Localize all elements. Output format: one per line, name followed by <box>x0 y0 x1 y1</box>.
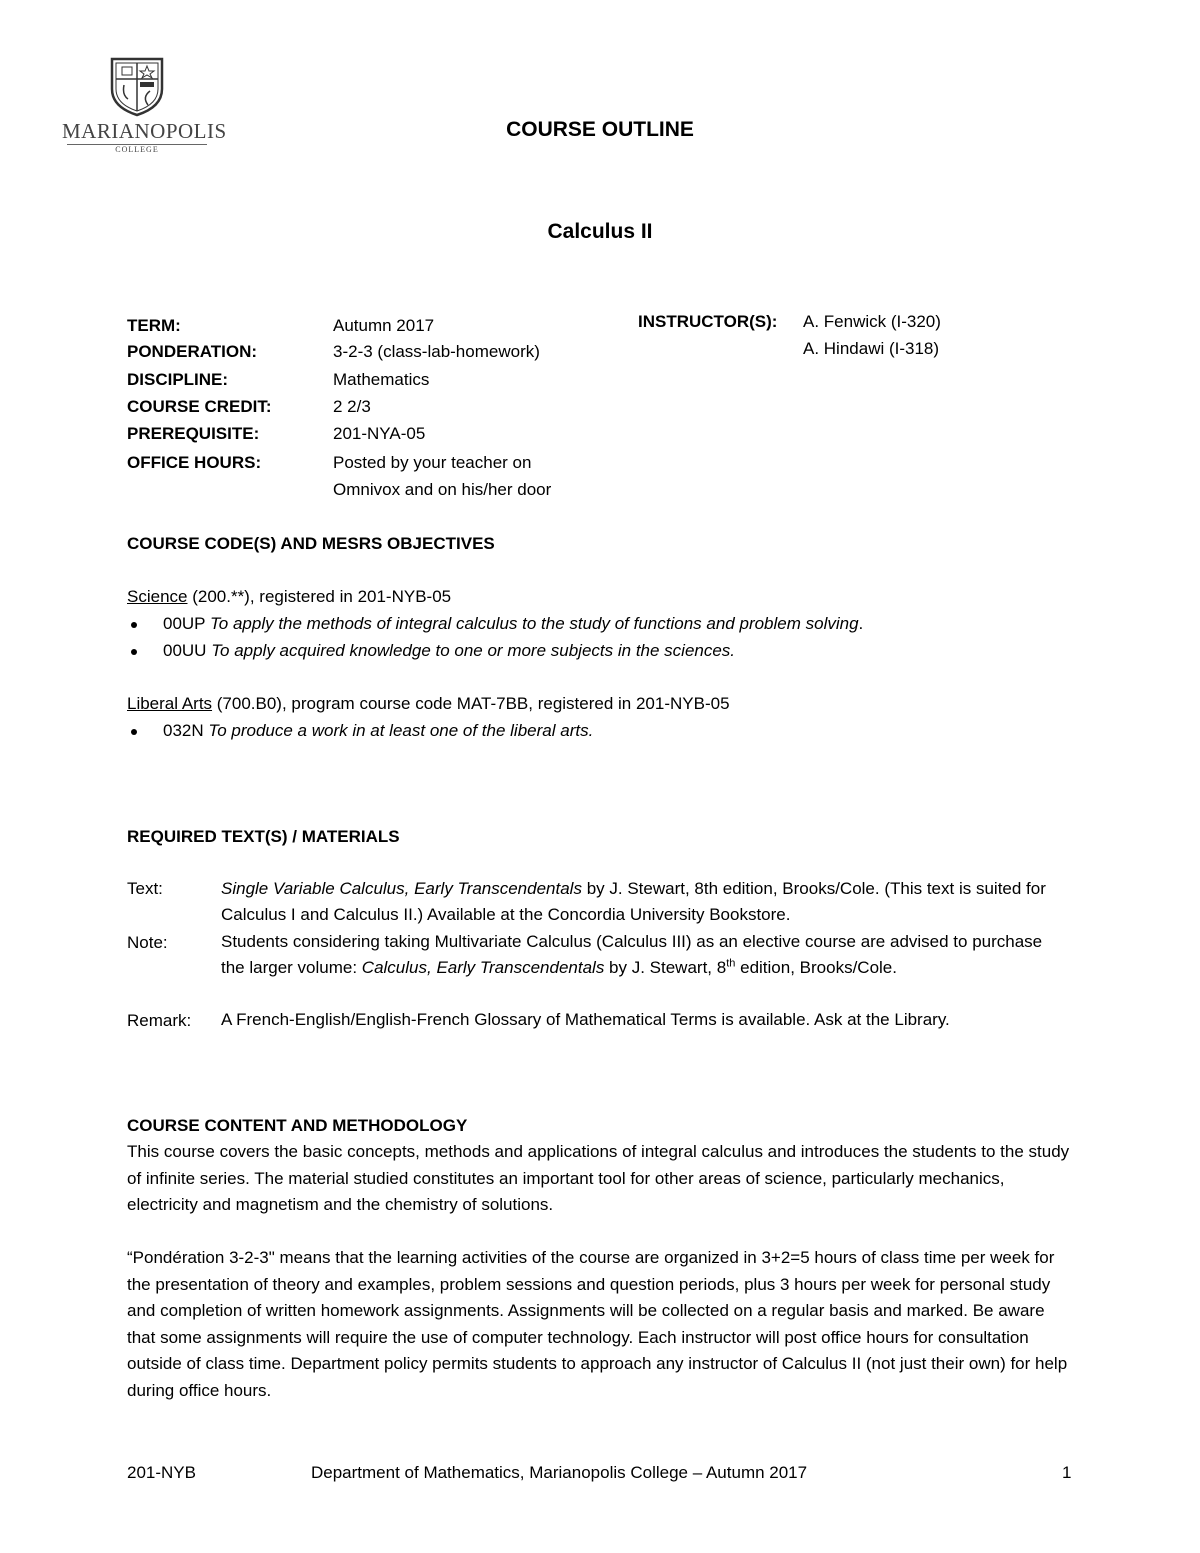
objective-code: 00UP <box>163 614 210 633</box>
textbook-title: Single Variable Calculus, Early Transcendentals <box>221 879 582 898</box>
text-label: Text: <box>127 879 163 898</box>
materials-heading: REQUIRED TEXT(S) / MATERIALS <box>127 827 400 846</box>
science-program-line <box>127 587 451 607</box>
science-program-name: Science <box>127 587 188 606</box>
note-text-b: by J. Stewart, 8 <box>604 958 727 977</box>
ponderation-label: PONDERATION: <box>127 342 258 361</box>
ponderation-paragraph: “Pondération 3-2-3" means that the learning activities of the course are organized in 3+2=5 hours of class time per week for the presentation of theory and examples, problem sessions and question periods, plus 3 hours per week for personal study and completion of written homework assignments. Assignments will be collected on a regular basis and marked. Be aware that some assignments will require the use of computer technology. Each instructor will post office hours for consultation outside of class time. Department policy permits students to approach any instructor of Calculus II (not just their own) for help during office hours. <box>127 1248 1068 1400</box>
liberal-program-detail: (700.B0), program course code MAT-7BB, registered in 201-NYB-05 <box>212 694 730 713</box>
office-hours-value-line2: Omnivox and on his/her door <box>333 480 552 499</box>
note-label: Note: <box>127 933 168 952</box>
footer-department: Department of Mathematics, Marianopolis College – Autumn 2017 <box>311 1463 808 1482</box>
objective-text: To apply acquired knowledge to one or more subjects in the sciences. <box>211 641 736 660</box>
term-value: Autumn 2017 <box>333 316 435 335</box>
note-text-a: Students considering taking Multivariate Calculus (Calculus III) as an elective course are advised to purchase the larger volume: <box>221 932 1043 977</box>
content-paragraph: This course covers the basic concepts, methods and applications of integral calculus and introduces the students to the study of infinite series. The material studied constitutes an important tool for other areas of science, particularly mechanics, electricity and magnetism and the chemistry of solutions. <box>127 1142 1070 1214</box>
liberal-program-line <box>127 694 730 714</box>
prerequisite-label: PREREQUISITE: <box>127 424 260 443</box>
liberal-program-name: Liberal Arts <box>127 694 213 713</box>
instructor-name: A. Fenwick (I-320) <box>803 312 941 331</box>
bullet-icon <box>127 721 163 741</box>
course-title: Calculus II <box>547 220 653 243</box>
office-hours-label: OFFICE HOURS: <box>127 453 262 472</box>
content-heading: COURSE CONTENT AND METHODOLOGY <box>127 1116 468 1135</box>
note-superscript: th <box>726 957 736 970</box>
page-title: COURSE OUTLINE <box>506 118 694 141</box>
term-label: TERM: <box>127 316 181 335</box>
remark-label: Remark: <box>127 1011 192 1030</box>
objective-code: 00UU <box>163 641 212 660</box>
bullet-icon <box>127 641 163 661</box>
footer-course-code: 201-NYB <box>127 1463 196 1482</box>
list-item <box>127 721 593 741</box>
logo-wordmark: MARIANOPOLIS <box>62 119 227 143</box>
textbook-detail: by J. Stewart, 8th edition, Brooks/Cole. (This text is suited for Calculus I and Calculus II.) Available at the Concordia University Bookstore. <box>221 879 1046 924</box>
course-credit-value: 2 2/3 <box>333 397 371 416</box>
remark-text: A French-English/English-French Glossary of Mathematical Terms is available. Ask at the Library. <box>221 1010 950 1029</box>
discipline-label: DISCIPLINE: <box>127 370 229 389</box>
crest-icon <box>62 55 212 117</box>
list-item <box>127 614 863 634</box>
page-number: 1 <box>1062 1463 1072 1482</box>
discipline-value: Mathematics <box>333 370 430 389</box>
objective-text: To produce a work in at least one of the liberal arts. <box>208 721 594 740</box>
course-credit-label: COURSE CREDIT: <box>127 397 272 416</box>
prerequisite-value: 201-NYA-05 <box>333 424 426 443</box>
note-description <box>221 929 1066 981</box>
objective-code: 032N <box>163 721 209 740</box>
science-program-detail: (200.**), registered in 201-NYB-05 <box>187 587 452 606</box>
list-item <box>127 641 735 661</box>
text-description <box>221 876 1071 928</box>
objective-text: To apply the methods of integral calculus to the study of functions and problem solving <box>209 614 859 633</box>
objective-end: . <box>858 614 864 633</box>
ponderation-value: 3-2-3 (class-lab-homework) <box>333 342 540 361</box>
logo-subtitle: COLLEGE <box>67 144 207 154</box>
instructor-name: A. Hindawi (I-318) <box>803 339 940 358</box>
office-hours-value-line1: Posted by your teacher on <box>333 453 532 472</box>
note-text-c: edition, Brooks/Cole. <box>735 958 897 977</box>
note-book-title: Calculus, Early Transcendentals <box>361 958 605 977</box>
instructors-label: INSTRUCTOR(S): <box>638 312 778 331</box>
bullet-icon <box>127 614 163 634</box>
codes-heading: COURSE CODE(S) AND MESRS OBJECTIVES <box>127 534 495 553</box>
